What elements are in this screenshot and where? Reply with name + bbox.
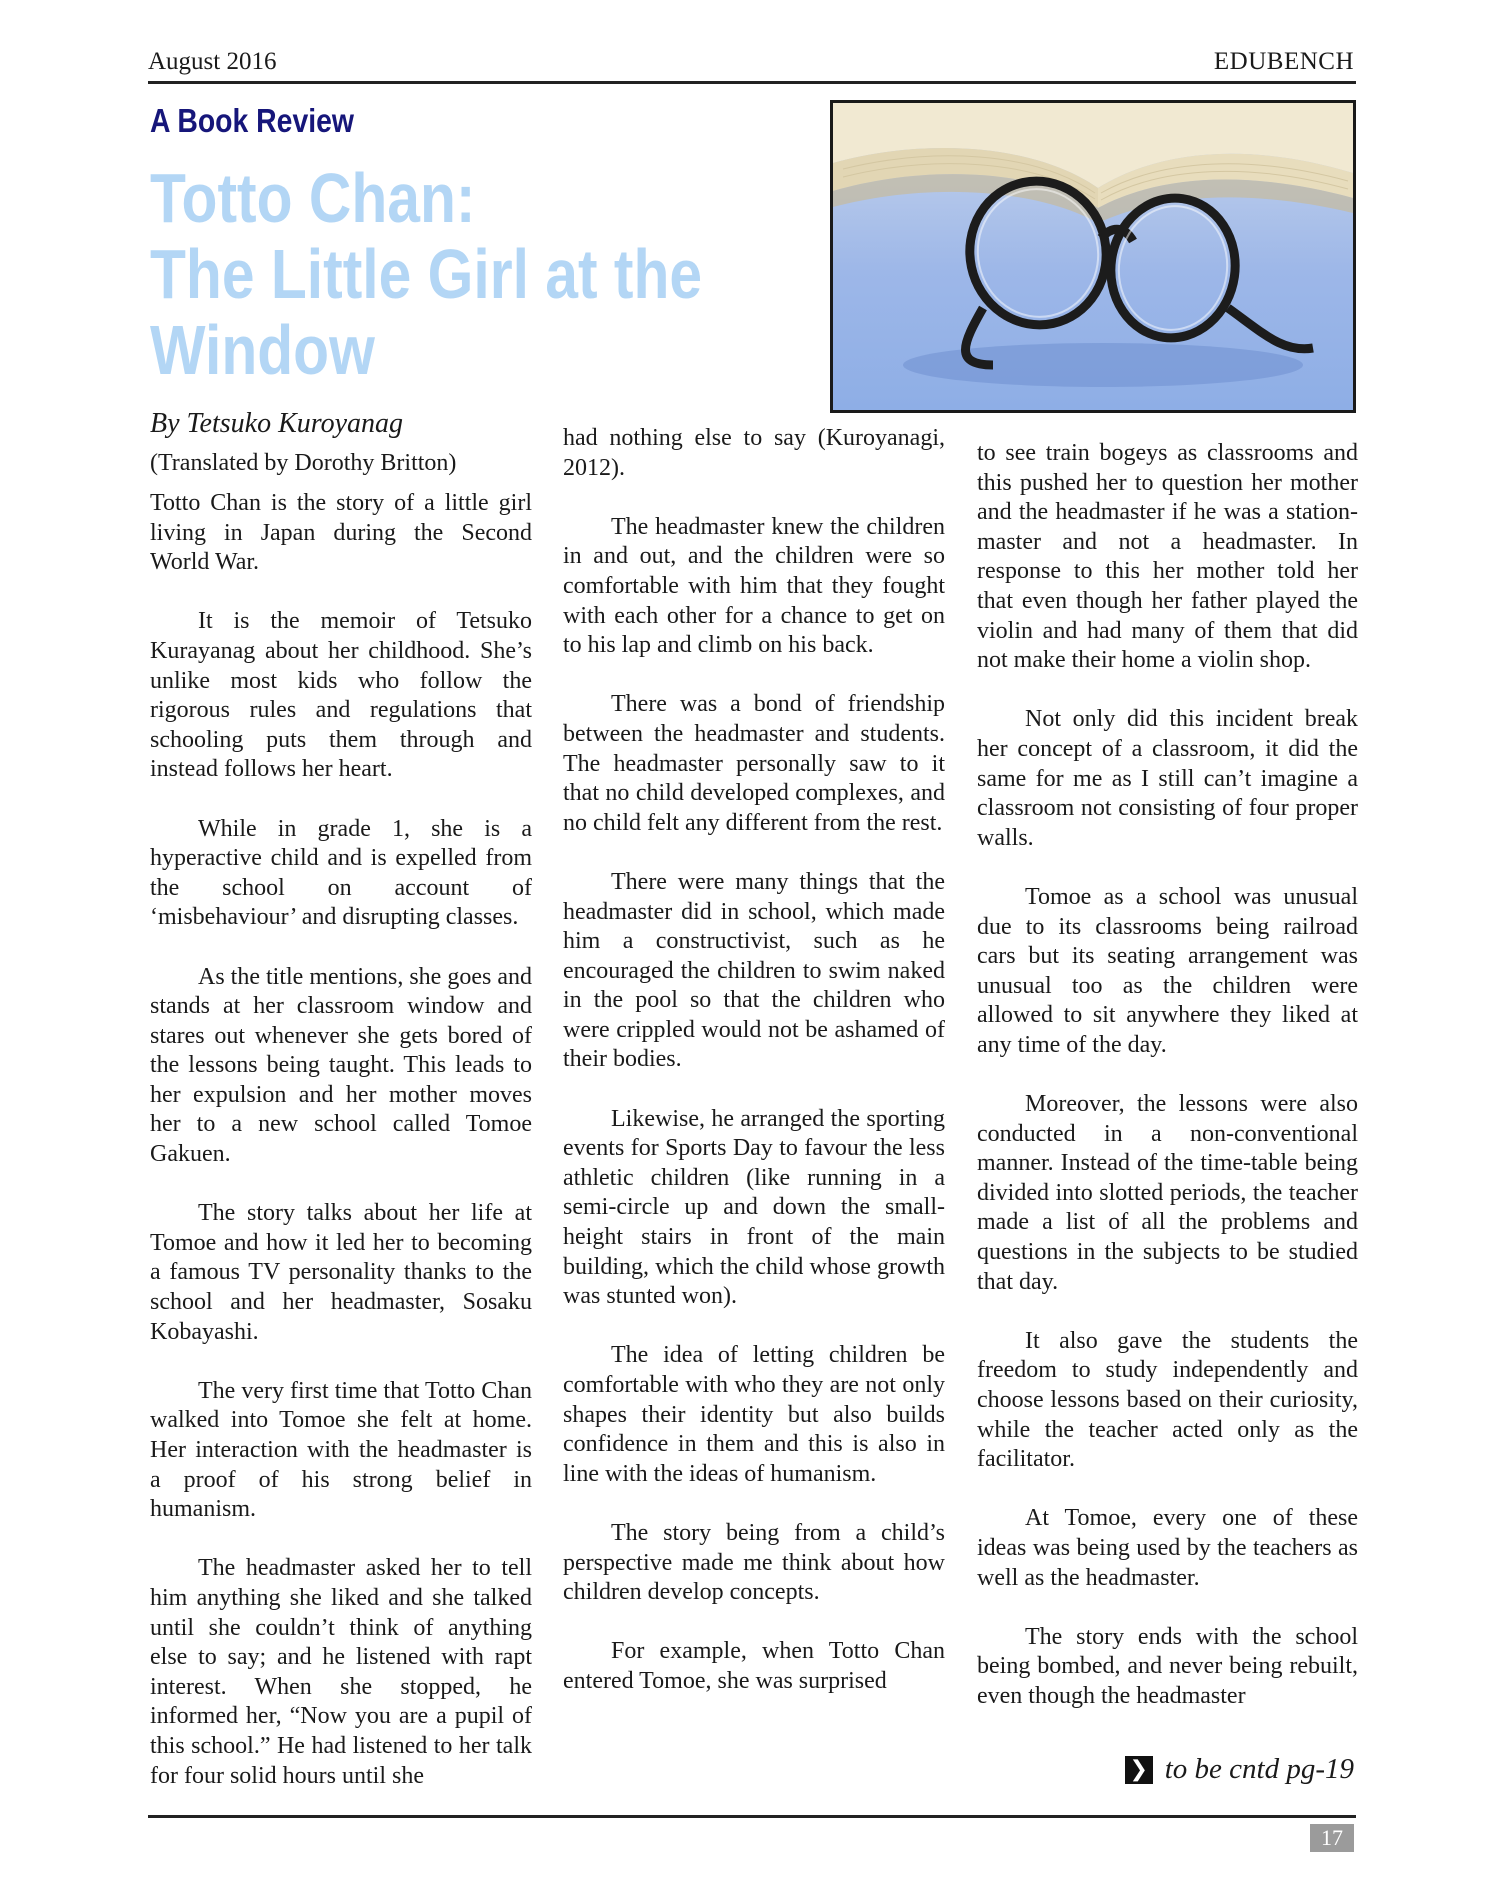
- title-line: Totto Chan:: [150, 159, 476, 237]
- paragraph: As the title mentions, she goes and stands at her classroom window and stares out whenever she gets bored of the lessons being taught. This leads to her expulsion and her mother moves her to a new school called Tomoe Gakuen.: [150, 963, 532, 1168]
- article-column-1: [150, 489, 532, 1821]
- paragraph: The idea of letting children be comfortable with who they are not only shapes their identity but also builds confidence in them and this is also in line with the ideas of humanism.: [563, 1342, 945, 1487]
- byline: By Tetsuko Kuroyanag: [150, 408, 404, 439]
- paragraph: had nothing else to say (Kuroyanagi, 2012).: [563, 425, 945, 481]
- header-rule: [148, 81, 1356, 84]
- paragraph: The story ends with the school being bombed, and never being rebuilt, even though the headmaster: [977, 1623, 1358, 1709]
- article-column-3: [977, 439, 1358, 1741]
- paragraph: to see train bogeys as classrooms and this pushed her to question her mother and the headmaster if he was a station-master and not a headmaster. In response to this her mother told her that even though her father played the violin and had many of them that did not make their home a violin shop.: [977, 440, 1358, 674]
- paragraph: The headmaster knew the children in and out, and the children were so comfortable with him that they fought with each other for a chance to get on to his lap and climb on his back.: [563, 513, 945, 659]
- paragraph: Likewise, he arranged the sporting events for Sports Day to favour the less athletic children (like running in a semi-circle up and down the small-height stairs in front of the main building, which the child whose growth was stunted won).: [563, 1105, 945, 1310]
- paragraph: Not only did this incident break her concept of a classroom, it did the same for me as I still can’t imagine a classroom not consisting of four proper walls.: [977, 706, 1358, 851]
- continued-note: [1125, 1753, 1354, 1786]
- title-line: Window: [150, 311, 375, 389]
- chevron-right-icon: ❯: [1125, 1756, 1153, 1784]
- paragraph: Tomoe as a school was unusual due to its classrooms being railroad cars but its seating arrangement was unusual too as the children were allowed to sit anywhere they liked at any time of the day.: [977, 883, 1358, 1058]
- paragraph: There were many things that the headmaster did in school, which made him a constructivist, such as he encouraged the children to swim naked in the pool so that the children who were crippled would not be ashamed of their bodies.: [563, 868, 945, 1073]
- paragraph: The story being from a child’s perspective made me think about how children develop concepts.: [563, 1519, 945, 1606]
- paragraph: Moreover, the lessons were also conducted in a non-conventional manner. Instead of the time-table being divided into slotted periods, the teacher made a list of all the problems and questions in the subjects to be studied that day.: [977, 1091, 1358, 1295]
- book-glasses-photo: [830, 100, 1356, 413]
- footer-rule: [148, 1815, 1356, 1818]
- section-label: A Book Review: [150, 102, 354, 139]
- title-line: The Little Girl at the: [150, 235, 703, 313]
- paragraph: It is the memoir of Tetsuko Kurayanag about her childhood. She’s unlike most kids who follow the rigorous rules and regulations that schooling puts them through and instead follows her heart.: [150, 608, 532, 783]
- paragraph: While in grade 1, she is a hyperactive child and is expelled from the school on account of ‘misbehaviour’ and disrupting classes.: [150, 815, 532, 931]
- paragraph: There was a bond of friendship between the headmaster and students. The headmaster personally saw to it that no child developed complexes, and no child felt any different from the rest.: [563, 691, 945, 836]
- header-date: August 2016: [148, 48, 277, 75]
- page-number: 17: [1310, 1824, 1354, 1852]
- paragraph: It also gave the students the freedom to study independently and choose lessons based on their curiosity, while the teacher acted only as the facilitator.: [977, 1327, 1358, 1473]
- paragraph: For example, when Totto Chan entered Tomoe, she was surprised: [563, 1638, 945, 1694]
- paragraph: The headmaster asked her to tell him anything she liked and she talked until she couldn’t think of anything else to say; and he listened with rapt interest. When she stopped, he informed her, “Now you are a pupil of this school.” He had listened to her talk for four solid hours until she: [150, 1555, 532, 1789]
- continued-text: to be cntd pg-19: [1164, 1753, 1354, 1785]
- magazine-name: EDUBENCH: [1213, 48, 1354, 75]
- article-title: [150, 160, 755, 388]
- paragraph: The story talks about her life at Tomoe and how it led her to becoming a famous TV personality thanks to the school and her headmaster, Sosaku Kobayashi.: [150, 1200, 532, 1345]
- paragraph: At Tomoe, every one of these ideas was being used by the teachers as well as the headmaster.: [977, 1505, 1358, 1591]
- paragraph: Totto Chan is the story of a little girl living in Japan during the Second World War.: [150, 490, 532, 576]
- article-column-2: [563, 424, 945, 1726]
- translator-credit: (Translated by Dorothy Britton): [150, 450, 457, 476]
- paragraph: The very first time that Totto Chan walked into Tomoe she felt at home. Her interaction with the headmaster is a proof of his strong belief in humanism.: [150, 1377, 532, 1523]
